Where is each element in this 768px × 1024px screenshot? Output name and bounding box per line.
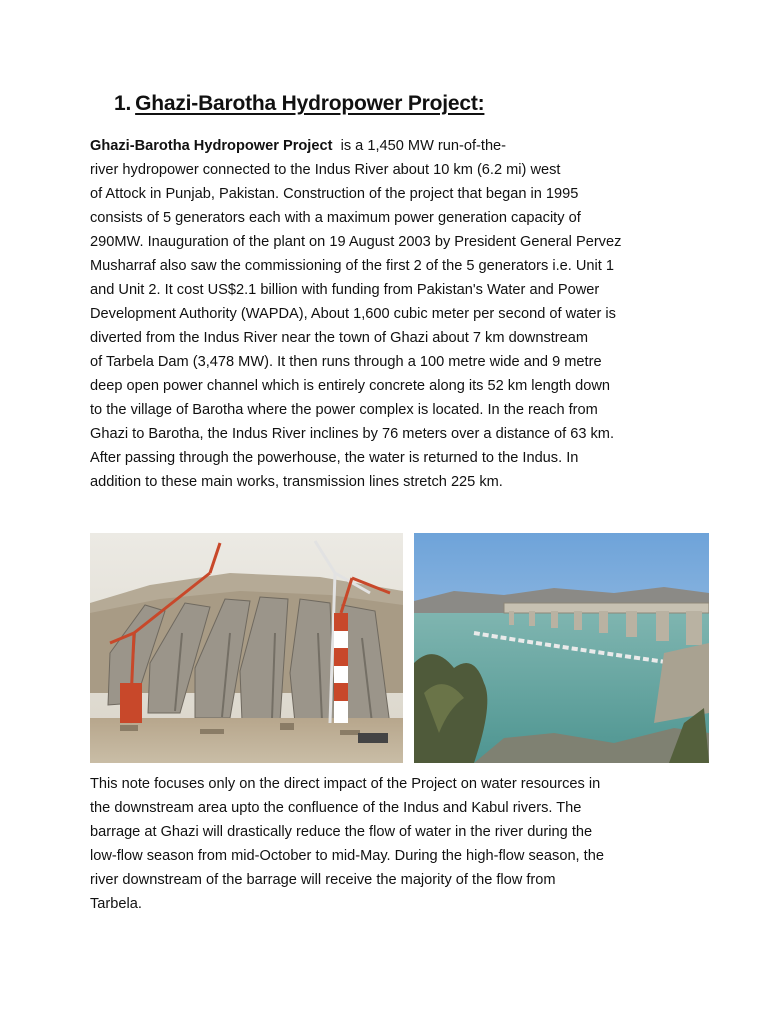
- paragraph-line: Development Authority (WAPDA), About 1,600 cubic meter per second of water is: [90, 306, 616, 322]
- paragraph-line: Musharraf also saw the commissioning of the first 2 of the 5 generators i.e. Unit 1: [90, 258, 614, 274]
- paragraph-line: barrage at Ghazi will drastically reduce the flow of water in the river during the: [90, 824, 593, 840]
- paragraph-line: low-flow season from mid-October to mid-May. During the high-flow season, the: [90, 848, 604, 864]
- paragraph-line: [90, 134, 690, 158]
- paragraph-line: of Tarbela Dam (3,478 MW). It then runs through a 100 metre wide and 9 metre: [90, 354, 602, 370]
- paragraph-line: of Attock in Punjab, Pakistan. Construction of the project that began in 1995: [90, 186, 579, 202]
- intro-paragraph: [90, 134, 690, 494]
- paragraph-line: and Unit 2. It cost US$2.1 billion with funding from Pakistan's Water and Power: [90, 282, 600, 298]
- paragraph-line: consists of 5 generators each with a maximum power generation capacity of: [90, 210, 581, 226]
- barrage-river-photo: [414, 533, 709, 763]
- paragraph-line: 290MW. Inauguration of the plant on 19 August 2003 by President General Pervez: [90, 234, 622, 250]
- paragraph-line: diverted from the Indus River near the town of Ghazi about 7 km downstream: [90, 330, 589, 346]
- paragraph-line: After passing through the powerhouse, the water is returned to the Indus. In: [90, 450, 579, 466]
- first-line-text: is a 1,450 MW run-of-the-: [332, 138, 507, 154]
- paragraph-line: This note focuses only on the direct impact of the Project on water resources in: [90, 776, 601, 792]
- paragraph-line: addition to these main works, transmission lines stretch 225 km.: [90, 474, 503, 490]
- paragraph-line: deep open power channel which is entirely concrete along its 52 km length down: [90, 378, 611, 394]
- dam-construction-photo: [90, 533, 403, 763]
- paragraph-line: to the village of Barotha where the power complex is located. In the reach from: [90, 402, 598, 418]
- barrage-river-photo-icon: [414, 533, 709, 763]
- paragraph-line: river downstream of the barrage will receive the majority of the flow from: [90, 872, 556, 888]
- paragraph-line: Ghazi to Barotha, the Indus River inclines by 76 meters over a distance of 63 km.: [90, 426, 615, 442]
- dam-construction-photo-icon: [90, 533, 403, 763]
- project-name-bold: Ghazi-Barotha Hydropower Project: [90, 138, 333, 154]
- section-heading: [114, 92, 484, 116]
- paragraph-line: the downstream area upto the confluence of the Indus and Kabul rivers. The: [90, 800, 582, 816]
- paragraph-line: Tarbela.: [90, 896, 142, 912]
- heading-number: 1.: [114, 92, 132, 115]
- paragraph-line: river hydropower connected to the Indus River about 10 km (6.2 mi) west: [90, 162, 561, 178]
- impact-paragraph: [90, 772, 690, 916]
- heading-title: Ghazi-Barotha Hydropower Project:: [135, 92, 485, 115]
